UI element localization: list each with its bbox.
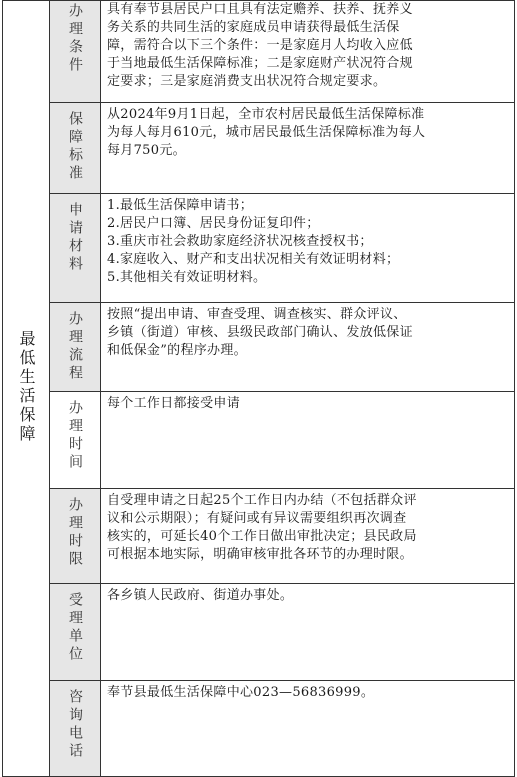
content-line: 3.重庆市社会救助家庭经济状况核查授权书； (107, 234, 373, 249)
policy-table (2, 0, 515, 777)
category-title: 最低生活保障 (17, 329, 36, 444)
label-cell (50, 489, 101, 584)
content-line: 定要求；三是家庭消费支出状况符合规定要求。 (107, 74, 387, 89)
content-line: 乡镇（街道）审核、县级民政部门确认、发放低保证 (107, 325, 413, 340)
content-line: 和低保金”的程序办理。 (107, 343, 247, 358)
content-cell (101, 103, 515, 194)
content-line: 2.居民户口簿、居民身份证复印件； (107, 216, 320, 231)
row-label: 咨询电话 (67, 689, 83, 761)
content-line: 从2024年9月1日起，全市农村居民最低生活保障标准 (107, 107, 425, 122)
content-line: 可根据本地实际，明确审核审批各环节的办理时限。 (107, 547, 413, 562)
content-line: 议和公示期限）；有疑问或有异议需要组织再次调查 (107, 511, 407, 526)
content-line: 按照“提出申请、审查受理、调查核实、群众评议、 (107, 307, 407, 322)
content-cell (101, 584, 515, 681)
content-line: 每月750元。 (107, 143, 186, 158)
content-line: 障，需符合以下三个条件：一是家庭月人均收入应低 (107, 38, 413, 53)
content-cell (101, 392, 515, 489)
row-time-limit (3, 489, 515, 584)
label-cell (50, 392, 101, 489)
content-line: 务关系的共同生活的家庭成员申请获得最低生活保 (107, 20, 400, 35)
content-cell (101, 681, 515, 777)
row-agency (3, 584, 515, 681)
content-cell (101, 303, 515, 392)
content-line: 奉节县最低生活保障中心023—56836999。 (107, 685, 375, 700)
row-label: 办理条件 (67, 3, 83, 75)
row-materials (3, 194, 515, 303)
row-label: 办理流程 (67, 311, 83, 383)
category-cell (3, 1, 50, 777)
content-line: 自受理申请之日起25个工作日内办结（不包括群众评 (107, 493, 417, 508)
content-line: 每个工作日都接受申请 (107, 396, 241, 411)
row-label: 办理时限 (67, 497, 83, 569)
label-cell (50, 303, 101, 392)
content-cell (101, 1, 515, 103)
row-standard (3, 103, 515, 194)
label-cell (50, 584, 101, 681)
label-cell (50, 103, 101, 194)
content-cell (101, 489, 515, 584)
content-line: 于当地最低生活保障标准；二是家庭财产状况符合规 (107, 56, 413, 71)
content-line: 1.最低生活保障申请书； (107, 198, 254, 213)
content-line: 5.其他相关有效证明材料。 (107, 270, 267, 285)
content-line: 核实的，可延长40个工作日做出审批决定；县民政局 (107, 529, 417, 544)
row-label: 办理时间 (67, 400, 83, 472)
row-time (3, 392, 515, 489)
row-conditions (3, 1, 515, 103)
content-line: 为每人每月610元，城市居民最低生活保障标准为每人 (107, 125, 426, 140)
content-line: 4.家庭收入、财产和支出状况相关有效证明材料； (107, 252, 400, 267)
row-contact (3, 681, 515, 777)
row-label: 申请材料 (67, 202, 83, 274)
label-cell (50, 1, 101, 103)
row-label: 受理单位 (67, 592, 83, 664)
label-cell (50, 194, 101, 303)
row-process (3, 303, 515, 392)
label-cell (50, 681, 101, 777)
content-cell (101, 194, 515, 303)
content-line: 具有奉节县居民户口且具有法定赡养、扶养、抚养义 (107, 2, 413, 17)
content-line: 各乡镇人民政府、街道办事处。 (107, 588, 294, 603)
row-label: 保障标准 (67, 111, 83, 183)
